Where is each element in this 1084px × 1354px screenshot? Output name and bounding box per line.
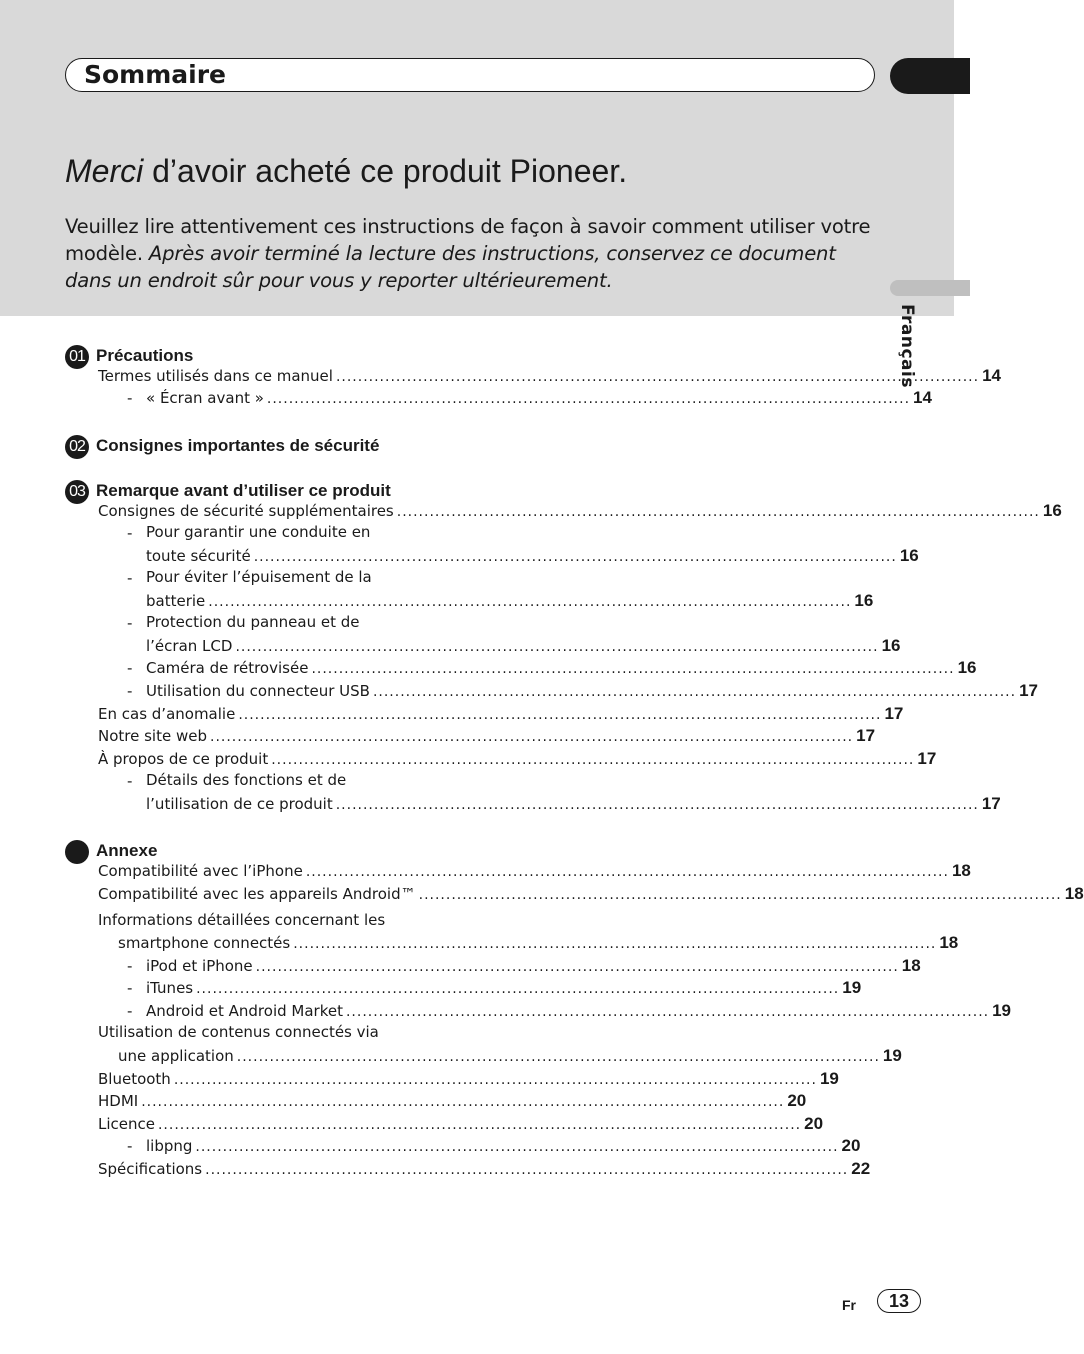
toc-entry[interactable] [146, 546, 919, 566]
toc-entry-text: Pour garantir une conduite en [146, 523, 371, 541]
toc-dash: - [127, 1002, 133, 1020]
toc-entry-text: Utilisation de contenus connectés via [98, 1023, 379, 1041]
toc-entry[interactable] [146, 681, 1038, 701]
toc-entry-text: l’utilisation de ce produit [146, 795, 333, 813]
toc-leader: ...................................................................................................................... [255, 959, 899, 975]
toc-entry-text: batterie [146, 592, 206, 610]
chapter-number-badge: 03 [65, 480, 89, 504]
toc-entry[interactable] [98, 1069, 839, 1089]
toc-entry[interactable] [98, 749, 937, 769]
toc-entry-text: En cas d’anomalie [98, 705, 236, 723]
toc-page: 14 [982, 366, 1001, 385]
toc-entry[interactable] [146, 636, 901, 656]
toc-entry[interactable] [146, 956, 921, 976]
toc-entry[interactable] [146, 794, 1001, 814]
chapter-title: Précautions [96, 346, 194, 365]
chapter-number-badge: 02 [65, 435, 89, 459]
toc-dash: - [127, 614, 133, 632]
toc-page: 20 [787, 1091, 807, 1110]
chapter-title: Remarque avant d’utiliser ce produit [96, 481, 391, 500]
footer-page-number: 13 [877, 1289, 921, 1313]
toc-entry-text: libpng [146, 1137, 193, 1155]
section-label: Sommaire [84, 60, 227, 89]
toc-page: 16 [957, 658, 977, 677]
toc-entry-text: iTunes [146, 979, 194, 997]
toc-entry[interactable] [146, 978, 862, 998]
toc-entry-text: Pour éviter l’épuisement de la [146, 568, 372, 586]
toc-dash: - [127, 682, 133, 700]
toc-leader: ...................................................................................................................... [196, 981, 840, 997]
toc-entry[interactable] [118, 933, 959, 953]
toc-leader: ...................................................................................................................... [236, 1049, 880, 1065]
toc-entry-text: l’écran LCD [146, 637, 233, 655]
title-italic: Merci [65, 153, 144, 189]
title-rest: d’avoir acheté ce produit Pioneer. [143, 153, 628, 189]
toc-page: 17 [917, 749, 937, 768]
footer-language-code: Fr [842, 1297, 856, 1313]
toc-page: 19 [992, 1001, 1012, 1020]
toc-entry-text: Licence [98, 1115, 155, 1133]
toc-leader: ...................................................................................................................... [305, 864, 949, 880]
toc-entry[interactable] [98, 501, 1062, 521]
toc-page: 17 [856, 726, 876, 745]
toc-entry-text: Termes utilisés dans ce manuel [98, 367, 333, 385]
language-label: Français [897, 304, 917, 388]
toc-page: 14 [913, 388, 932, 407]
toc-entry-text: Notre site web [98, 727, 207, 745]
toc-leader: ...................................................................................................................... [253, 549, 897, 565]
toc-entry-text: Consignes de sécurité supplémentaires [98, 502, 394, 520]
toc-page: 20 [804, 1114, 824, 1133]
toc-dash: - [127, 524, 133, 542]
chapter-title: Consignes importantes de sécurité [96, 436, 380, 455]
toc-page: 17 [884, 704, 904, 723]
toc-entry-text: Informations détaillées concernant les [98, 911, 386, 929]
toc-leader: ...................................................................................................................... [271, 752, 915, 768]
toc-entry-text: Spécifications [98, 1160, 203, 1178]
toc-leader: ...................................................................................................................... [396, 504, 1040, 520]
toc-entry-text: smartphone connectés [118, 934, 291, 952]
toc-entry-text: Caméra de rétrovisée [146, 659, 309, 677]
toc-leader: ...................................................................................................................... [372, 684, 1017, 700]
section-header-pill [65, 58, 875, 92]
toc-dash: - [127, 772, 133, 790]
intro-paragraph [65, 213, 880, 294]
toc-leader: ...................................................................................................................... [205, 1162, 849, 1178]
toc-leader: ...................................................................................................................... [311, 661, 955, 677]
toc-entry[interactable] [98, 1159, 871, 1179]
toc-dash: - [127, 569, 133, 587]
toc-entry[interactable] [146, 1001, 1012, 1021]
toc-leader: ...................................................................................................................... [335, 797, 979, 813]
toc-page: 18 [1064, 884, 1084, 903]
toc-page: 16 [1042, 501, 1062, 520]
chapter-tab-marker [890, 58, 970, 94]
toc-leader: ...................................................................................................................... [195, 1139, 839, 1155]
toc-entry[interactable] [146, 658, 977, 678]
toc-leader: ...................................................................................................................... [418, 887, 1062, 903]
toc-page: 18 [939, 933, 959, 952]
toc-page: 16 [899, 546, 919, 565]
language-tab [890, 280, 970, 296]
toc-entry-text: toute sécurité [146, 547, 251, 565]
toc-entry-text: iPod et iPhone [146, 957, 253, 975]
intro-normal: Veuillez lire attentivement ces instructions de façon à savoir comment utiliser votre modèle. [65, 215, 871, 265]
toc-leader: ...................................................................................................................... [345, 1004, 990, 1020]
intro-italic: Après avoir terminé la lecture des instructions, conservez ce document dans un endroit sûr pour vous y reporter ultérieurement. [65, 242, 836, 292]
toc-entry-text: Compatibilité avec l’iPhone [98, 862, 303, 880]
toc-dash: - [127, 1137, 133, 1155]
toc-entry-text: Android et Android Market [146, 1002, 343, 1020]
toc-entry[interactable] [98, 1091, 807, 1111]
toc-leader: ...................................................................................................................... [141, 1094, 785, 1110]
toc-entry[interactable] [98, 726, 876, 746]
toc-dash: - [127, 979, 133, 997]
toc-dash: - [127, 389, 133, 407]
toc-leader: ...................................................................................................................... [208, 594, 852, 610]
toc-entry-text: À propos de ce produit [98, 750, 269, 768]
toc-page: 22 [851, 1159, 871, 1178]
toc-page: 19 [882, 1046, 902, 1065]
toc-leader: ...................................................................................................................... [238, 707, 882, 723]
toc-leader: ...................................................................................................................... [335, 369, 980, 385]
toc-leader: ...................................................................................................................... [157, 1117, 802, 1133]
toc-entry[interactable] [118, 1046, 902, 1066]
toc-entry-text: Utilisation du connecteur USB [146, 682, 370, 700]
toc-page: 17 [1019, 681, 1038, 700]
chapter-number-badge [65, 840, 89, 864]
toc-entry[interactable] [146, 388, 932, 408]
chapter-title: Annexe [96, 841, 158, 860]
toc-entry[interactable] [146, 1136, 861, 1156]
toc-page: 19 [819, 1069, 839, 1088]
toc-entry-text: HDMI [98, 1092, 139, 1110]
toc-leader: ...................................................................................................................... [173, 1072, 817, 1088]
toc-entry-text: « Écran avant » [146, 389, 264, 407]
toc-page: 18 [951, 861, 971, 880]
toc-page: 18 [901, 956, 921, 975]
toc-entry-text: Compatibilité avec les appareils Android™ [98, 885, 416, 903]
toc-leader: ...................................................................................................................... [266, 391, 911, 407]
toc-leader: ...................................................................................................................... [210, 729, 854, 745]
toc-entry-text: Détails des fonctions et de [146, 771, 347, 789]
toc-entry[interactable] [98, 704, 904, 724]
chapter-number-badge: 01 [65, 345, 89, 369]
toc-entry-text: une application [118, 1047, 234, 1065]
toc-entry[interactable] [98, 366, 1001, 386]
toc-page: 20 [841, 1136, 861, 1155]
toc-entry[interactable] [146, 591, 874, 611]
toc-dash: - [127, 957, 133, 975]
toc-entry[interactable] [98, 1114, 824, 1134]
toc-entry[interactable] [98, 861, 971, 881]
toc-page: 16 [881, 636, 901, 655]
toc-dash: - [127, 659, 133, 677]
toc-page: 19 [842, 978, 862, 997]
toc-page: 17 [981, 794, 1001, 813]
toc-leader: ...................................................................................................................... [293, 936, 937, 952]
toc-page: 16 [854, 591, 874, 610]
toc-leader: ...................................................................................................................... [235, 639, 879, 655]
toc-entry-text: Protection du panneau et de [146, 613, 360, 631]
toc-entry[interactable] [98, 884, 1084, 904]
toc-entry-text: Bluetooth [98, 1070, 171, 1088]
page-title [65, 153, 627, 190]
